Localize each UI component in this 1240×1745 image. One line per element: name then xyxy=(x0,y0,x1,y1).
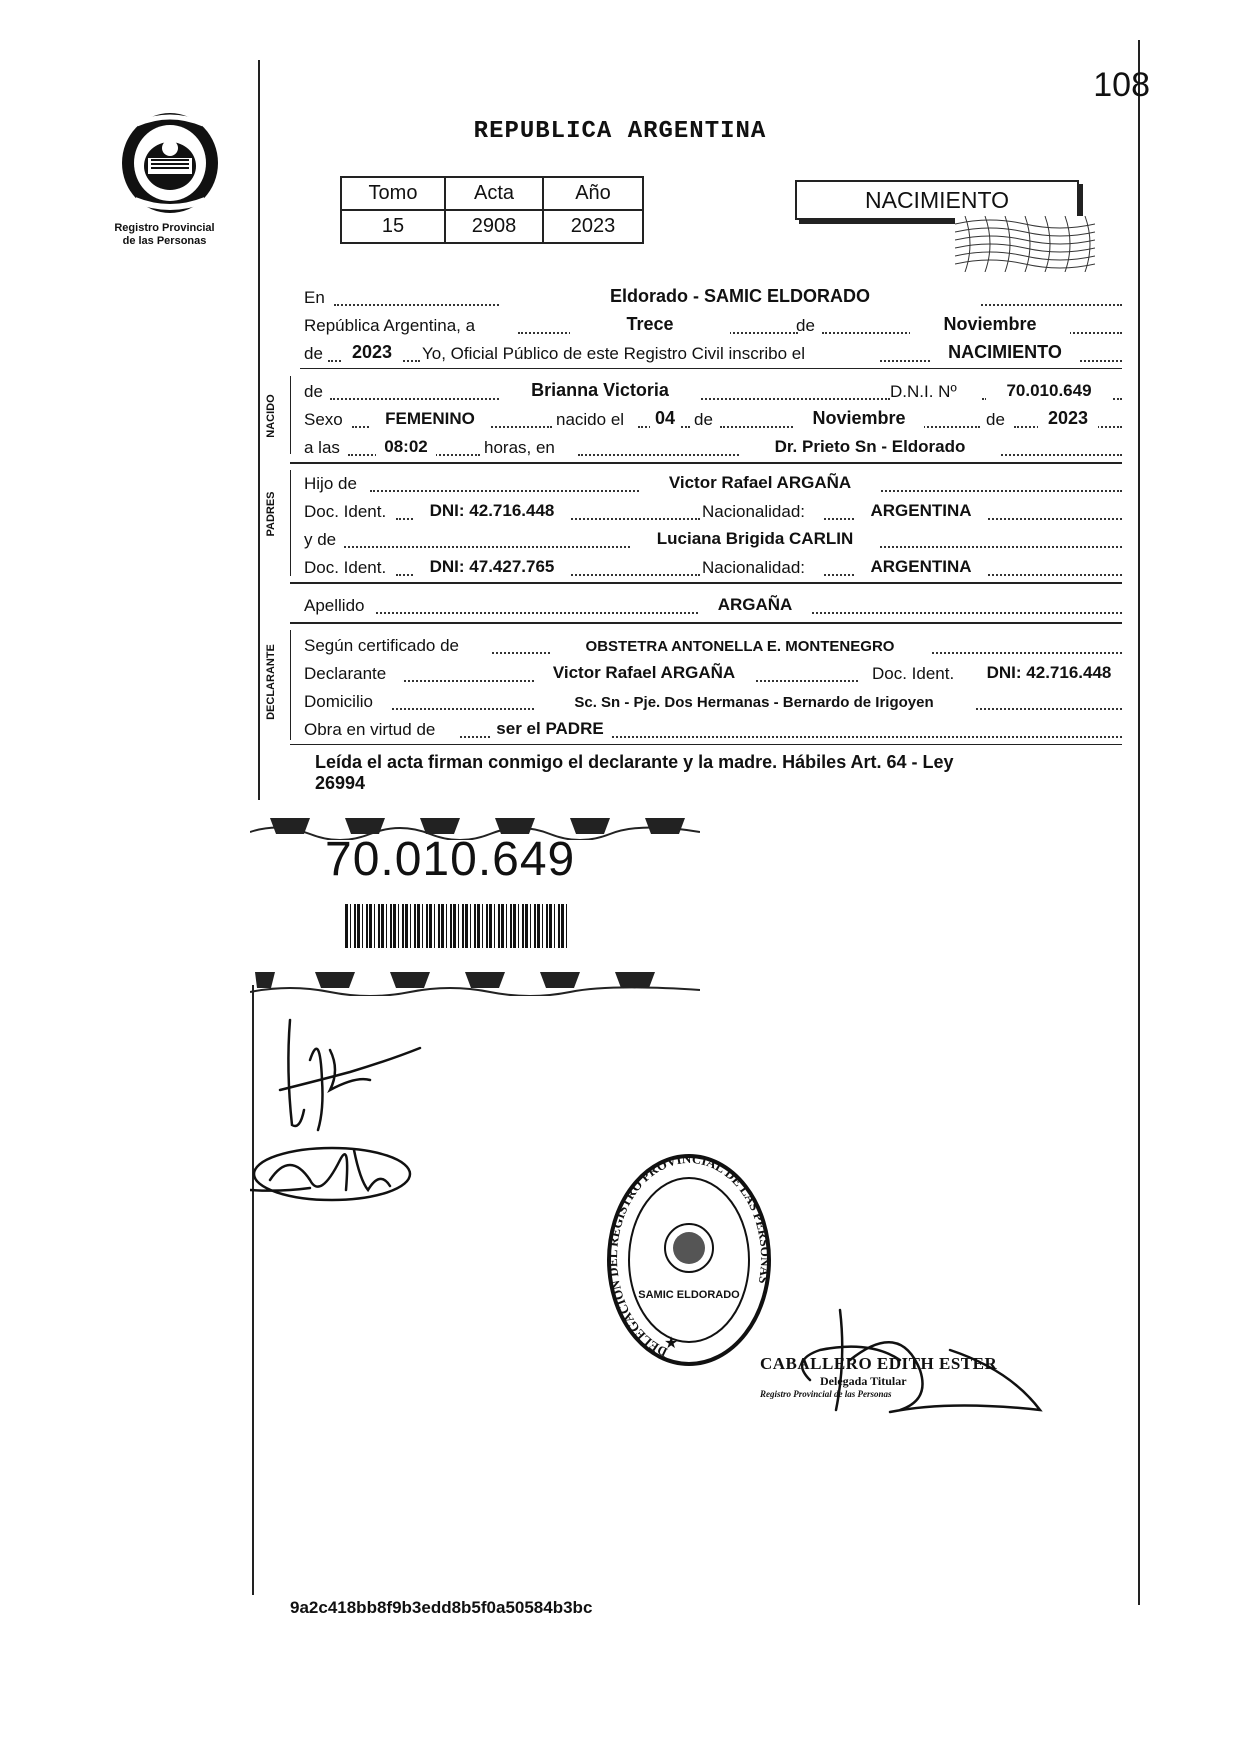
row-mother-doc xyxy=(300,552,1122,580)
father-nationality: ARGENTINA xyxy=(856,501,986,521)
record-table-value-row xyxy=(341,210,643,243)
page-number: 108 xyxy=(1093,66,1150,104)
row-hijo-de xyxy=(300,468,1122,496)
label-de2: de xyxy=(986,410,1005,429)
separator-line xyxy=(300,368,1122,369)
label-domicilio: Domicilio xyxy=(304,692,373,711)
seal-text: DELEGACION DEL REGISTRO PROVINCIAL DE LAS PERSONAS xyxy=(604,1150,774,1360)
officer-org: Registro Provincial de las Personas xyxy=(760,1389,892,1399)
section-label-padres: PADRES xyxy=(265,491,277,537)
label-doc-ident: Doc. Ident. xyxy=(872,664,955,683)
seal-center-text: SAMIC ELDORADO xyxy=(638,1289,740,1301)
row-obra xyxy=(300,714,1122,742)
certificado-value: OBSTETRA ANTONELLA E. MONTENEGRO xyxy=(550,638,930,655)
officer-name: CABALLERO EDITH ESTER xyxy=(760,1354,998,1373)
mother-signature-icon xyxy=(250,1130,420,1210)
section-label-nacido: NACIDO xyxy=(265,394,277,438)
label-de1: de xyxy=(694,410,713,429)
closing-text-line1: Leída el acta firman conmigo el declarante y la madre. Hábiles Art. 64 - Ley xyxy=(315,752,954,772)
birth-month-value: Noviembre xyxy=(794,408,924,429)
official-seal-icon xyxy=(604,1148,774,1373)
birth-place-value: Dr. Prieto Sn - Eldorado xyxy=(740,437,1000,457)
registry-name xyxy=(92,222,237,248)
month-value: Noviembre xyxy=(910,314,1070,335)
father-doc: DNI: 42.716.448 xyxy=(414,501,570,521)
security-pattern-icon xyxy=(955,216,1095,272)
record-value-ano: 2023 xyxy=(543,210,643,243)
declarante-value: Victor Rafael ARGAÑA xyxy=(534,663,754,683)
label-nacionalidad: Nacionalidad: xyxy=(702,558,806,577)
label-obra: Obra en virtud de xyxy=(304,720,436,739)
label-doc-ident: Doc. Ident. xyxy=(304,502,387,521)
section-bracket-nacido xyxy=(290,376,291,454)
label-de: de xyxy=(304,382,323,401)
declarant-signature-icon xyxy=(260,1010,430,1140)
birth-day-value: 04 xyxy=(650,408,680,429)
row-nacido-time xyxy=(300,432,1122,460)
inscribe-value: NACIMIENTO xyxy=(930,342,1080,363)
declarante-doc: DNI: 42.716.448 xyxy=(976,663,1122,683)
officer-signature-icon xyxy=(750,1300,1050,1430)
seal-star-icon: ★ xyxy=(664,1333,679,1352)
sexo-value: FEMENINO xyxy=(370,409,490,429)
label-sexo: Sexo xyxy=(304,410,343,429)
registry-name-line2: de las Personas xyxy=(122,235,207,247)
mother-nationality: ARGENTINA xyxy=(856,557,986,577)
row-y-de xyxy=(300,524,1122,552)
barcode-icon xyxy=(345,904,567,948)
record-value-tomo: 15 xyxy=(341,210,445,243)
label-inscribe: Yo, Oficial Público de este Registro Civil inscribo el xyxy=(422,344,805,363)
mother-name: Luciana Brigida CARLIN xyxy=(630,529,880,549)
separator-line xyxy=(290,462,1122,464)
section-bracket-padres xyxy=(290,470,291,576)
row-declarante xyxy=(300,658,1122,686)
father-name: Victor Rafael ARGAÑA xyxy=(640,473,880,493)
newborn-dni: 70.010.649 xyxy=(986,381,1112,401)
record-table-header-row xyxy=(341,177,643,210)
year-value: 2023 xyxy=(342,342,402,363)
section-label-declarante: DECLARANTE xyxy=(265,644,277,720)
record-table xyxy=(340,176,644,244)
label-nacido-el: nacido el xyxy=(556,410,625,429)
document-title: REPUBLICA ARGENTINA xyxy=(473,118,767,145)
label-de: de xyxy=(796,316,815,335)
surname-value: ARGAÑA xyxy=(700,595,810,615)
row-domicilio xyxy=(300,686,1122,714)
label-en: En xyxy=(304,288,325,307)
barcode-number: 70.010.649 xyxy=(325,833,576,886)
registry-name-line1: Registro Provincial xyxy=(114,222,215,234)
label-a-las: a las xyxy=(304,438,340,457)
label-apellido: Apellido xyxy=(304,596,365,615)
row-certificado xyxy=(300,630,1122,658)
act-type-box: NACIMIENTO xyxy=(795,180,1079,220)
birth-year-value: 2023 xyxy=(1038,408,1098,429)
mother-doc: DNI: 47.427.765 xyxy=(414,557,570,577)
label-republica: República Argentina, a xyxy=(304,316,476,335)
closing-text-line2: 26994 xyxy=(315,773,366,793)
newborn-name: Brianna Victoria xyxy=(500,380,700,401)
label-de-year: de xyxy=(304,344,323,363)
row-en xyxy=(300,282,1122,310)
left-margin-line-lower xyxy=(252,985,254,1595)
separator-line xyxy=(290,744,1122,745)
record-header-tomo: Tomo xyxy=(341,177,445,210)
row-year-inscribe xyxy=(300,338,1122,366)
right-margin-line xyxy=(1138,40,1140,1605)
left-margin-line xyxy=(258,60,260,800)
domicilio-value: Sc. Sn - Pje. Dos Hermanas - Bernardo de Irigoyen xyxy=(534,694,974,711)
label-certificado: Según certificado de xyxy=(304,636,459,655)
separator-line xyxy=(290,582,1122,584)
label-doc-ident: Doc. Ident. xyxy=(304,558,387,577)
record-header-ano: Año xyxy=(543,177,643,210)
label-dni: D.N.I. Nº xyxy=(890,382,957,401)
document-hash: 9a2c418bb8f9b3edd8b5f0a50584b3bc xyxy=(290,1598,593,1617)
record-value-acta: 2908 xyxy=(445,210,543,243)
closing-text xyxy=(315,752,1115,794)
label-horas-en: horas, en xyxy=(484,438,555,457)
obra-value: ser el PADRE xyxy=(490,719,610,739)
row-nacido-name xyxy=(300,376,1122,404)
row-apellido xyxy=(300,590,1122,618)
day-value: Trece xyxy=(570,314,730,335)
label-y-de: y de xyxy=(304,530,337,549)
section-bracket-declarante xyxy=(290,630,291,740)
row-father-doc xyxy=(300,496,1122,524)
officer-role: Delegada Titular xyxy=(820,1374,907,1388)
security-band-bottom-icon xyxy=(250,968,700,996)
label-hijo-de: Hijo de xyxy=(304,474,357,493)
birth-time-value: 08:02 xyxy=(376,437,436,457)
separator-line xyxy=(290,622,1122,624)
row-nacido-sexo xyxy=(300,404,1122,432)
label-declarante: Declarante xyxy=(304,664,387,683)
label-nacionalidad: Nacionalidad: xyxy=(702,502,806,521)
row-republica xyxy=(300,310,1122,338)
record-header-acta: Acta xyxy=(445,177,543,210)
place-value: Eldorado - SAMIC ELDORADO xyxy=(500,286,980,307)
